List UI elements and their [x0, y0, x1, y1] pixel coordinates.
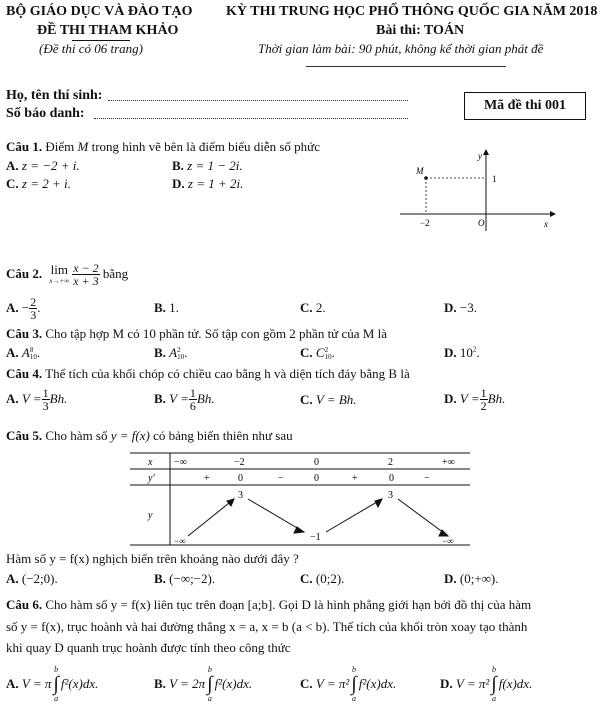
x-val: −2	[234, 457, 245, 468]
q6-option-a[interactable]: A. V = π b ∫ a f²(x)dx.	[6, 665, 99, 703]
q1-option-a[interactable]: A. z = −2 + i.	[6, 158, 80, 173]
q6-option-c[interactable]: C. V = π² b ∫ a f²(x)dx.	[300, 665, 397, 703]
name-field[interactable]	[108, 100, 408, 101]
q5-text: Câu 5. Cho hàm số y = f(x) có bảng biến thiên như sau	[6, 428, 293, 443]
q6-text-line2: số y = f(x), trục hoành và hai đường thẳng x = a, x = b (a < b). Thể tích của khối tròn xoay tạo thành	[6, 619, 528, 634]
q3-option-d[interactable]: D. $10^2$.	[444, 345, 480, 360]
sign: −	[278, 473, 284, 484]
q6-text-line1: Câu 6. Cho hàm số y = f(x) liên tục trên đoạn [a;b]. Gọi D là hình phẳng giới hạn bởi đồ thị của hàm	[6, 597, 532, 612]
subject: Bài thi: TOÁN	[376, 23, 465, 38]
exam-title: KỲ THI TRUNG HỌC PHỔ THÔNG QUỐC GIA NĂM 2018	[226, 4, 598, 19]
q4-option-c[interactable]: C. V = Bh.	[300, 392, 357, 407]
header-underline-right	[306, 66, 506, 67]
q1-text: Câu 1. Điểm M trong hình vẽ bên là điểm biểu diễn số phức	[6, 139, 320, 154]
q2-option-b[interactable]: B. 1.	[154, 300, 179, 315]
q5-option-d[interactable]: D. (0;+∞).	[444, 571, 499, 586]
sign: 0	[389, 473, 394, 484]
q3-text: Câu 3. Cho tập hợp M có 10 phần tử. Số tập con gồm 2 phần tử của M là	[6, 326, 387, 341]
y-val: 3	[238, 490, 243, 501]
x-val: 0	[314, 457, 319, 468]
sign: 0	[314, 473, 319, 484]
q4-option-b[interactable]: B. V = $\frac{1}{6}$ Bh.	[154, 385, 215, 413]
x-val: 2	[388, 457, 393, 468]
exam-code-box: Mã đề thi 001	[464, 92, 586, 120]
x-val: −∞	[174, 457, 187, 468]
q5-option-b[interactable]: B. (−∞;−2).	[154, 571, 216, 586]
point-m	[424, 176, 428, 180]
y-val: 3	[388, 490, 393, 501]
q1-option-c[interactable]: C. z = 2 + i.	[6, 176, 71, 191]
q4-option-d[interactable]: D. V = $\frac{1}{2}$ Bh.	[444, 385, 506, 413]
doc-type: ĐỀ THI THAM KHẢO	[37, 23, 179, 38]
graph-neg2-label: −2	[420, 218, 430, 228]
q5-question: Hàm số y = f(x) nghịch biến trên khoảng nào dưới đây ?	[6, 551, 299, 566]
row-x-label: x	[148, 457, 153, 468]
graph-y-label: y	[478, 151, 482, 161]
y-val: −1	[310, 532, 321, 543]
sign: +	[204, 473, 210, 484]
q4-text: Câu 4. Thể tích của khối chóp có chiều cao bằng h và diện tích đáy bằng B là	[6, 366, 410, 381]
time-note: Thời gian làm bài: 90 phút, không kể thời gian phát đề	[258, 41, 544, 56]
q6-option-b[interactable]: B. V = 2π b ∫ a f²(x)dx.	[154, 665, 253, 703]
sign: 0	[238, 473, 243, 484]
q3-option-b[interactable]: B. A 2 10 .	[154, 345, 188, 362]
q6-text-line3: khi quay D quanh trục hoành được tính theo công thức	[6, 640, 291, 655]
q5-option-c[interactable]: C. (0;2).	[300, 571, 345, 586]
y-val: −∞	[174, 536, 186, 546]
graph-x-label: x	[544, 219, 548, 229]
graph-one-label: 1	[492, 174, 497, 184]
q3-option-a[interactable]: A. A 8 10 .	[6, 345, 41, 362]
q4-option-a[interactable]: A. V = $\frac{1}{3}$ Bh.	[6, 385, 68, 413]
q1-coordinate-graph	[390, 145, 560, 235]
graph-origin-label: O	[478, 218, 485, 228]
q1-option-d[interactable]: D. z = 1 + 2i.	[172, 176, 244, 191]
id-label: Số báo danh:	[6, 106, 85, 121]
q2-option-d[interactable]: D. −3.	[444, 300, 477, 315]
y-val: −∞	[442, 536, 454, 546]
sign: +	[352, 473, 358, 484]
q2-option-a[interactable]: A. − $\frac{2}{3}$ .	[6, 294, 41, 322]
q5-option-a[interactable]: A. (−2;0).	[6, 571, 58, 586]
row-dy-label: y′	[148, 473, 155, 484]
id-field[interactable]	[94, 118, 408, 119]
row-y-label: y	[148, 510, 153, 521]
header-underline-left	[72, 40, 130, 41]
x-val: +∞	[442, 457, 455, 468]
q3-option-c[interactable]: C. C 2 10 .	[300, 345, 335, 362]
ministry-name: BỘ GIÁO DỤC VÀ ĐÀO TẠO	[6, 4, 193, 19]
variation-table	[130, 452, 470, 546]
q6-option-d[interactable]: D. V = π² b ∫ a f(x)dx.	[440, 665, 533, 703]
graph-m-label: M	[416, 166, 424, 176]
pages-note: (Đề thi có 06 trang)	[39, 41, 143, 56]
q2-option-c[interactable]: C. 2.	[300, 300, 326, 315]
sign: −	[424, 473, 430, 484]
q1-option-b[interactable]: B. z = 1 − 2i.	[172, 158, 243, 173]
q2-text: Câu 2. lim x→+∞ $\frac{x - 2}{x + 3}$ bằng	[6, 260, 129, 288]
name-label: Họ, tên thí sinh:	[6, 88, 103, 103]
